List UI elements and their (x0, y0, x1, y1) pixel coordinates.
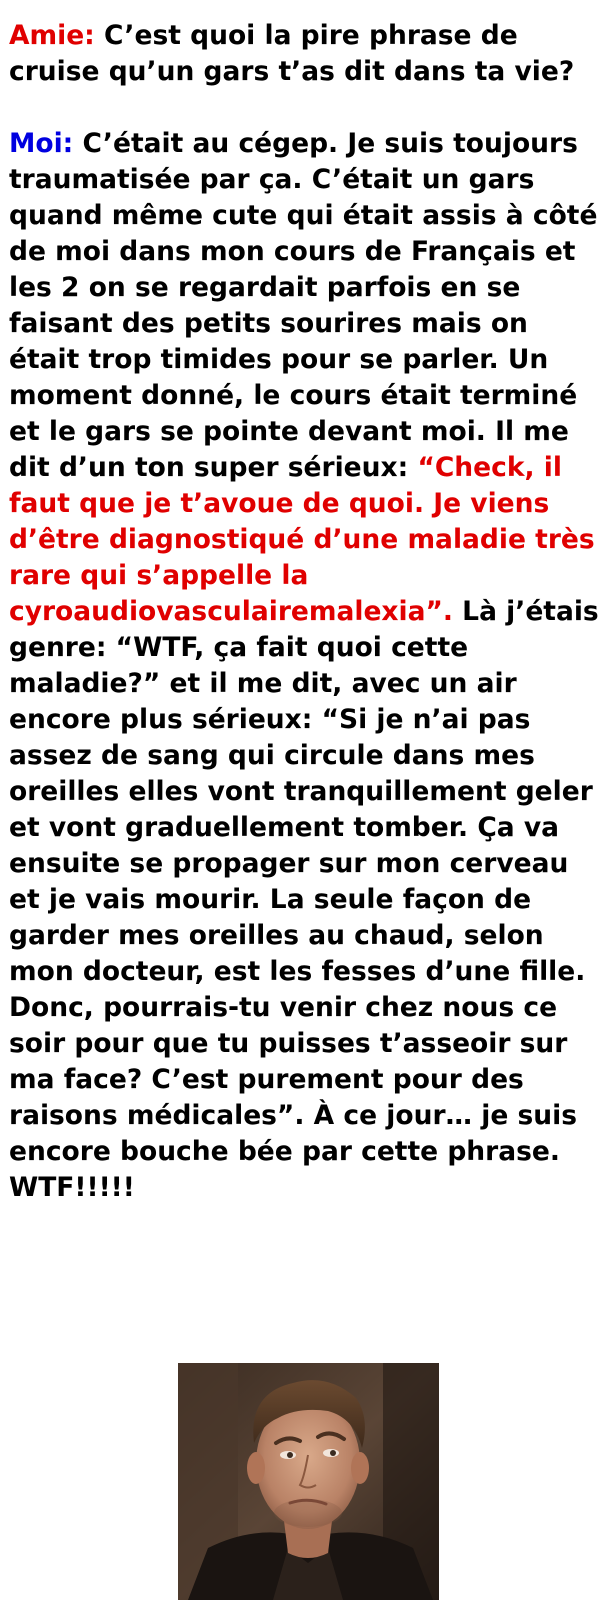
amie-speaker-label: Amie: (9, 20, 95, 51)
amie-message (9, 18, 600, 90)
amie-question: C’est quoi la pire phrase de cruise qu’un gars t’as dit dans ta vie? (9, 20, 575, 87)
moi-story-intro: C’était au cégep. Je suis toujours traumatisée par ça. C’était un gars quand même cute qui était assis à côté de moi dans mon cours de Français et les 2 on se regardait parfois en se faisant des petits sourires mais on était trop timides pour se parler. Un moment donné, le cours était terminé et le gars se pointe devant moi. Il me dit d’un ton super sérieux: (9, 128, 598, 483)
moi-story-ending: Là j’étais genre: “WTF, ça fait quoi cette maladie?” et il me dit, avec un air encore plus sérieux: “Si je n’ai pas assez de sang qui circule dans mes oreilles elles vont tranquillement geler et vont graduellement tomber. Ça va ensuite se propager sur mon cerveau et je vais mourir. La seule façon de garder mes oreilles au chaud, selon mon docteur, est les fesses d’une fille. Donc, pourrais-tu venir chez nous ce soir pour que tu puisses t’asseoir sur ma face? C’est purement pour des raisons médicales”. À ce jour… je suis encore bouche bée par cette phrase. WTF!!!!! (9, 596, 599, 1203)
moi-speaker-label: Moi: (9, 128, 74, 159)
story-text (9, 18, 600, 1206)
confused-man-image (178, 1363, 439, 1600)
moi-message (9, 126, 600, 1206)
pickup-line-quote: “Check, il faut que je t’avoue de quoi. Je viens d’être diagnostiqué d’une maladie très rare qui s’appelle la cyroaudiovasculairemalexia”. (9, 452, 595, 627)
reaction-photo (178, 1363, 439, 1600)
